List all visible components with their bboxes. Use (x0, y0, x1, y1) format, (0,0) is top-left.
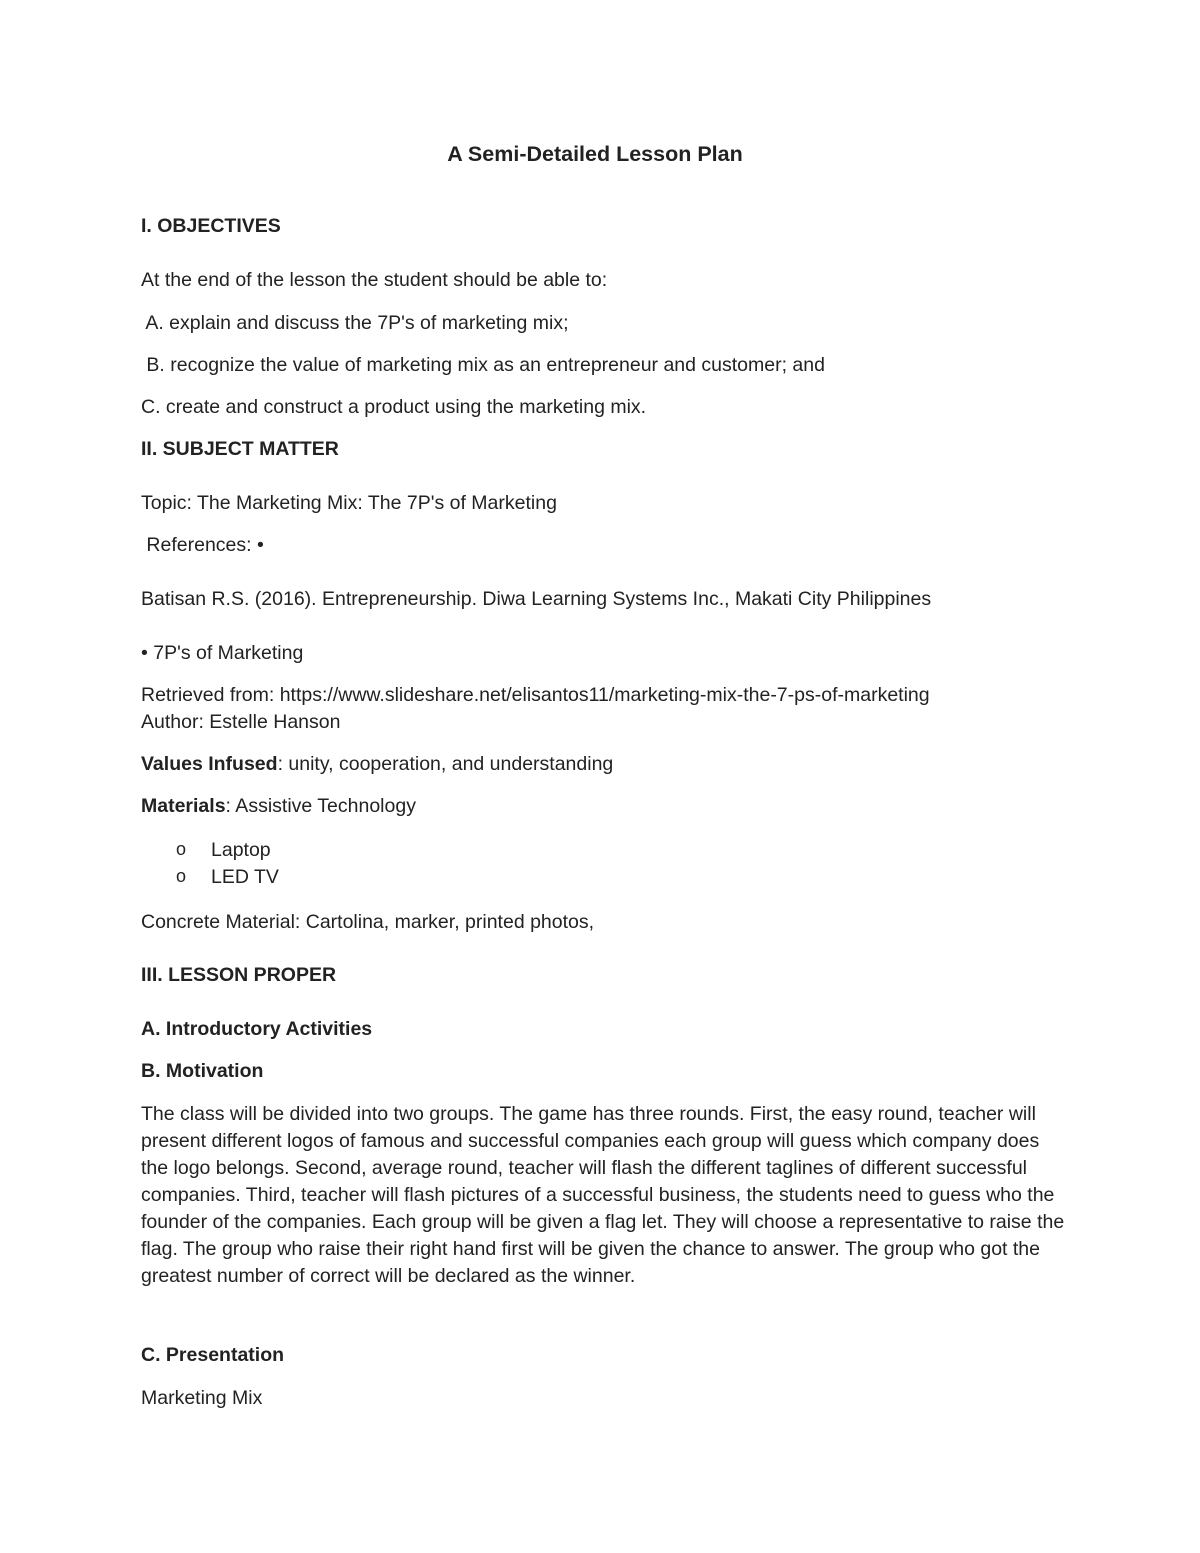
subject-heading: II. SUBJECT MATTER (141, 438, 339, 460)
presentation-heading: C. Presentation (141, 1344, 285, 1366)
reference-1: Batisan R.S. (2016). Entrepreneurship. Diwa Learning Systems Inc., Makati City Philippines (141, 588, 932, 610)
objectives-heading: I. OBJECTIVES (141, 215, 281, 237)
material-item-led-tv: LED TV (211, 866, 279, 888)
material-item-laptop: Laptop (211, 839, 271, 861)
lesson-heading: III. LESSON PROPER (141, 964, 337, 986)
motivation-paragraph: The class will be divided into two groups. The game has three rounds. First, the easy round, teacher will present different logos of famous and successful companies each group will guess which company does the logo belongs. Second, average round, teacher will flash the different taglines of different successful companies. Third, teacher will flash pictures of a successful business, the students need to guess who the founder of the companies. Each group will be given a flag let. They will choose a representative to raise the flag. The group who raise their right hand first will be given the chance to answer. The group who got the greatest number of correct will be declared as the winner. (141, 1103, 1065, 1287)
materials-line (141, 793, 1070, 820)
objective-a: A. explain and discuss the 7P's of marketing mix; (141, 312, 569, 334)
values-line (141, 751, 1070, 778)
objective-c: C. create and construct a product using the marketing mix. (141, 396, 647, 418)
introductory-heading: A. Introductory Activities (141, 1018, 373, 1040)
retrieved-from: Retrieved from: https://www.slideshare.net/elisantos11/marketing-mix-the-7-ps-of-marketing (141, 684, 930, 706)
references-label: References: • (141, 534, 264, 556)
author-line: Author: Estelle Hanson (141, 711, 341, 733)
motivation-heading: B. Motivation (141, 1060, 264, 1082)
materials-text: : Assistive Technology (225, 795, 416, 817)
objectives-intro: At the end of the lesson the student should be able to: (141, 269, 608, 291)
reference-2: • 7P's of Marketing (141, 642, 304, 664)
objective-b: B. recognize the value of marketing mix as an entrepreneur and customer; and (141, 354, 825, 376)
presentation-text: Marketing Mix (141, 1387, 263, 1409)
topic-line: Topic: The Marketing Mix: The 7P's of Marketing (141, 492, 557, 514)
materials-label: Materials (141, 795, 226, 817)
values-label: Values Infused (141, 753, 278, 775)
bullet-marker: o (176, 866, 187, 886)
bullet-marker: o (176, 839, 187, 859)
concrete-material: Concrete Material: Cartolina, marker, printed photos, (141, 911, 595, 933)
document-title: A Semi-Detailed Lesson Plan (447, 142, 743, 166)
values-text: : unity, cooperation, and understanding (277, 753, 614, 775)
